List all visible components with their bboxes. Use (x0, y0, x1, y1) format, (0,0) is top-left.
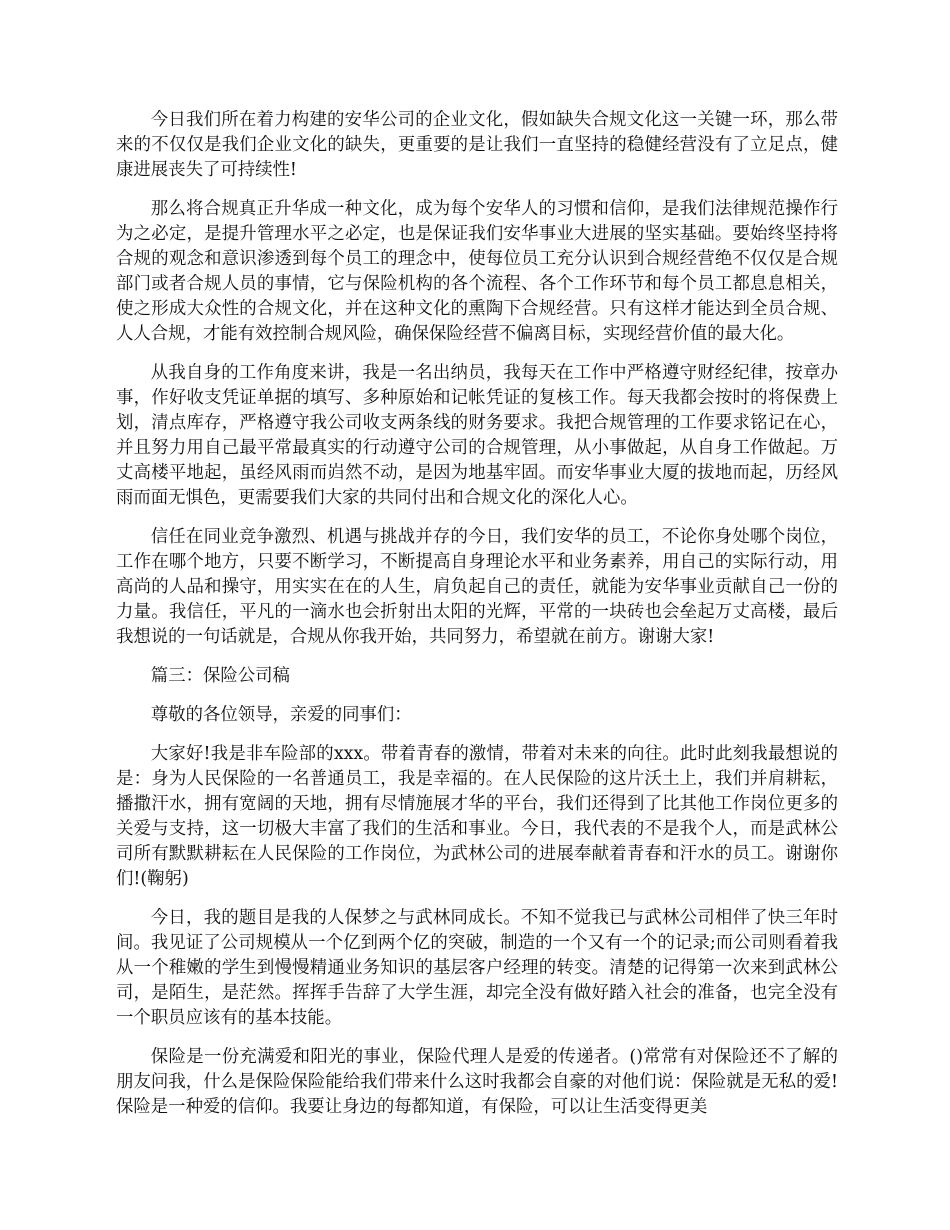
section-heading: 篇三：保险公司稿 (150, 666, 290, 686)
paragraph-insurance-love: 保险是一份充满爱和阳光的事业，保险代理人是爱的传递者。()常常有对保险还不了解的朋友问我，什么是保险保险能给我们带来什么这时我都会自豪的对他们说：保险就是无私的爱!保险是一种爱的信仰。我要让身边的每都知道，有保险，可以让生活变得更美 (116, 1047, 838, 1117)
salutation: 尊敬的各位领导，亲爱的同事们： (150, 705, 412, 725)
paragraph-compliance-sublimation: 那么将合规真正升华成一种文化，成为每个安华人的习惯和信仰，是我们法律规范操作行为之必定，是提升管理水平之必定，也是保证我们安华事业大进展的坚实基础。要始终坚持将合规的观念和意识渗透到每个员工的理念中，使每位员工充分认识到合规经营绝不仅仅是合规部门或者合规人员的事情，它与保险机构的各个流程、各个工作环节和每个员工都息息相关，使之形成大众性的合规文化，并在这种文化的熏陶下合规经营。只有这样才能达到全员合规、人人合规，才能有效控制合规风险，确保保险经营不偏离目标，实现经营价值的最大化。 (116, 199, 838, 344)
paragraph-greeting: 大家好!我是非车险部的xxx。带着青春的激情，带着对未来的向往。此时此刻我最想说的是：身为人民保险的一名普通员工，我是幸福的。在人民保险的这片沃土上，我们并肩耕耘，播撒汗水，拥有宽阔的天地，拥有尽情施展才华的平台，我们还得到了比其他工作岗位更多的关爱与支持，这一切极大丰富了我们的生活和事业。今日，我代表的不是我个人，而是武林公司所有默默耕耘在人民保险的工作岗位，为武林公司的进展奉献着青春和汗水的员工。谢谢你们!(鞠躬) (116, 744, 838, 889)
paragraph-trust-closing: 信任在同业竞争激烈、机遇与挑战并存的今日，我们安华的员工，不论你身处哪个岗位，工作在哪个地方，只要不断学习，不断提高自身理论水平和业务素养，用自己的实际行动，用高尚的人品和操守，用实实在在的人生，肩负起自己的责任，就能为安华事业贡献自己一份的力量。我信任，平凡的一滴水也会折射出太阳的光辉，平常的一块砖也会垒起万丈高楼，最后我想说的一句话就是，合规从你我开始，共同努力，希望就在前方。谢谢大家! (116, 527, 838, 647)
document-body (116, 108, 838, 1134)
paragraph-cashier-work: 从我自身的工作角度来讲，我是一名出纳员，我每天在工作中严格遵守财经纪律，按章办事，作好收支凭证单据的填写、多种原始和记帐凭证的复核工作。每天我都会按时的将保费上划，清点库存，严格遵守我公司收支两条线的财务要求。我把合规管理的工作要求铭记在心，并且努力用自己最平常最真实的行动遵守公司的合规管理，从小事做起，从自身工作做起。万丈高楼平地起，虽经风雨而岿然不动，是因为地基牢固。而安华事业大厦的拔地而起，历经风雨而面无惧色，更需要我们大家的共同付出和合规文化的深化人心。 (116, 363, 838, 508)
paragraph-growth: 今日，我的题目是我的人保梦之与武林同成长。不知不觉我已与武林公司相伴了快三年时间。我见证了公司规模从一个亿到两个亿的突破，制造的一个又有一个的记录;而公司则看着我从一个稚嫩的学生到慢慢精通业务知识的基层客户经理的转变。清楚的记得第一次来到武林公司，是陌生，是茫然。挥挥手告辞了大学生涯，却完全没有做好踏入社会的准备，也完全没有一个职员应该有的基本技能。 (116, 908, 838, 1028)
paragraph-compliance-culture: 今日我们所在着力构建的安华公司的企业文化，假如缺失合规文化这一关键一环，那么带来的不仅仅是我们企业文化的缺失，更重要的是让我们一直坚持的稳健经营没有了立足点，健康进展丧失了可持续性! (116, 110, 838, 180)
